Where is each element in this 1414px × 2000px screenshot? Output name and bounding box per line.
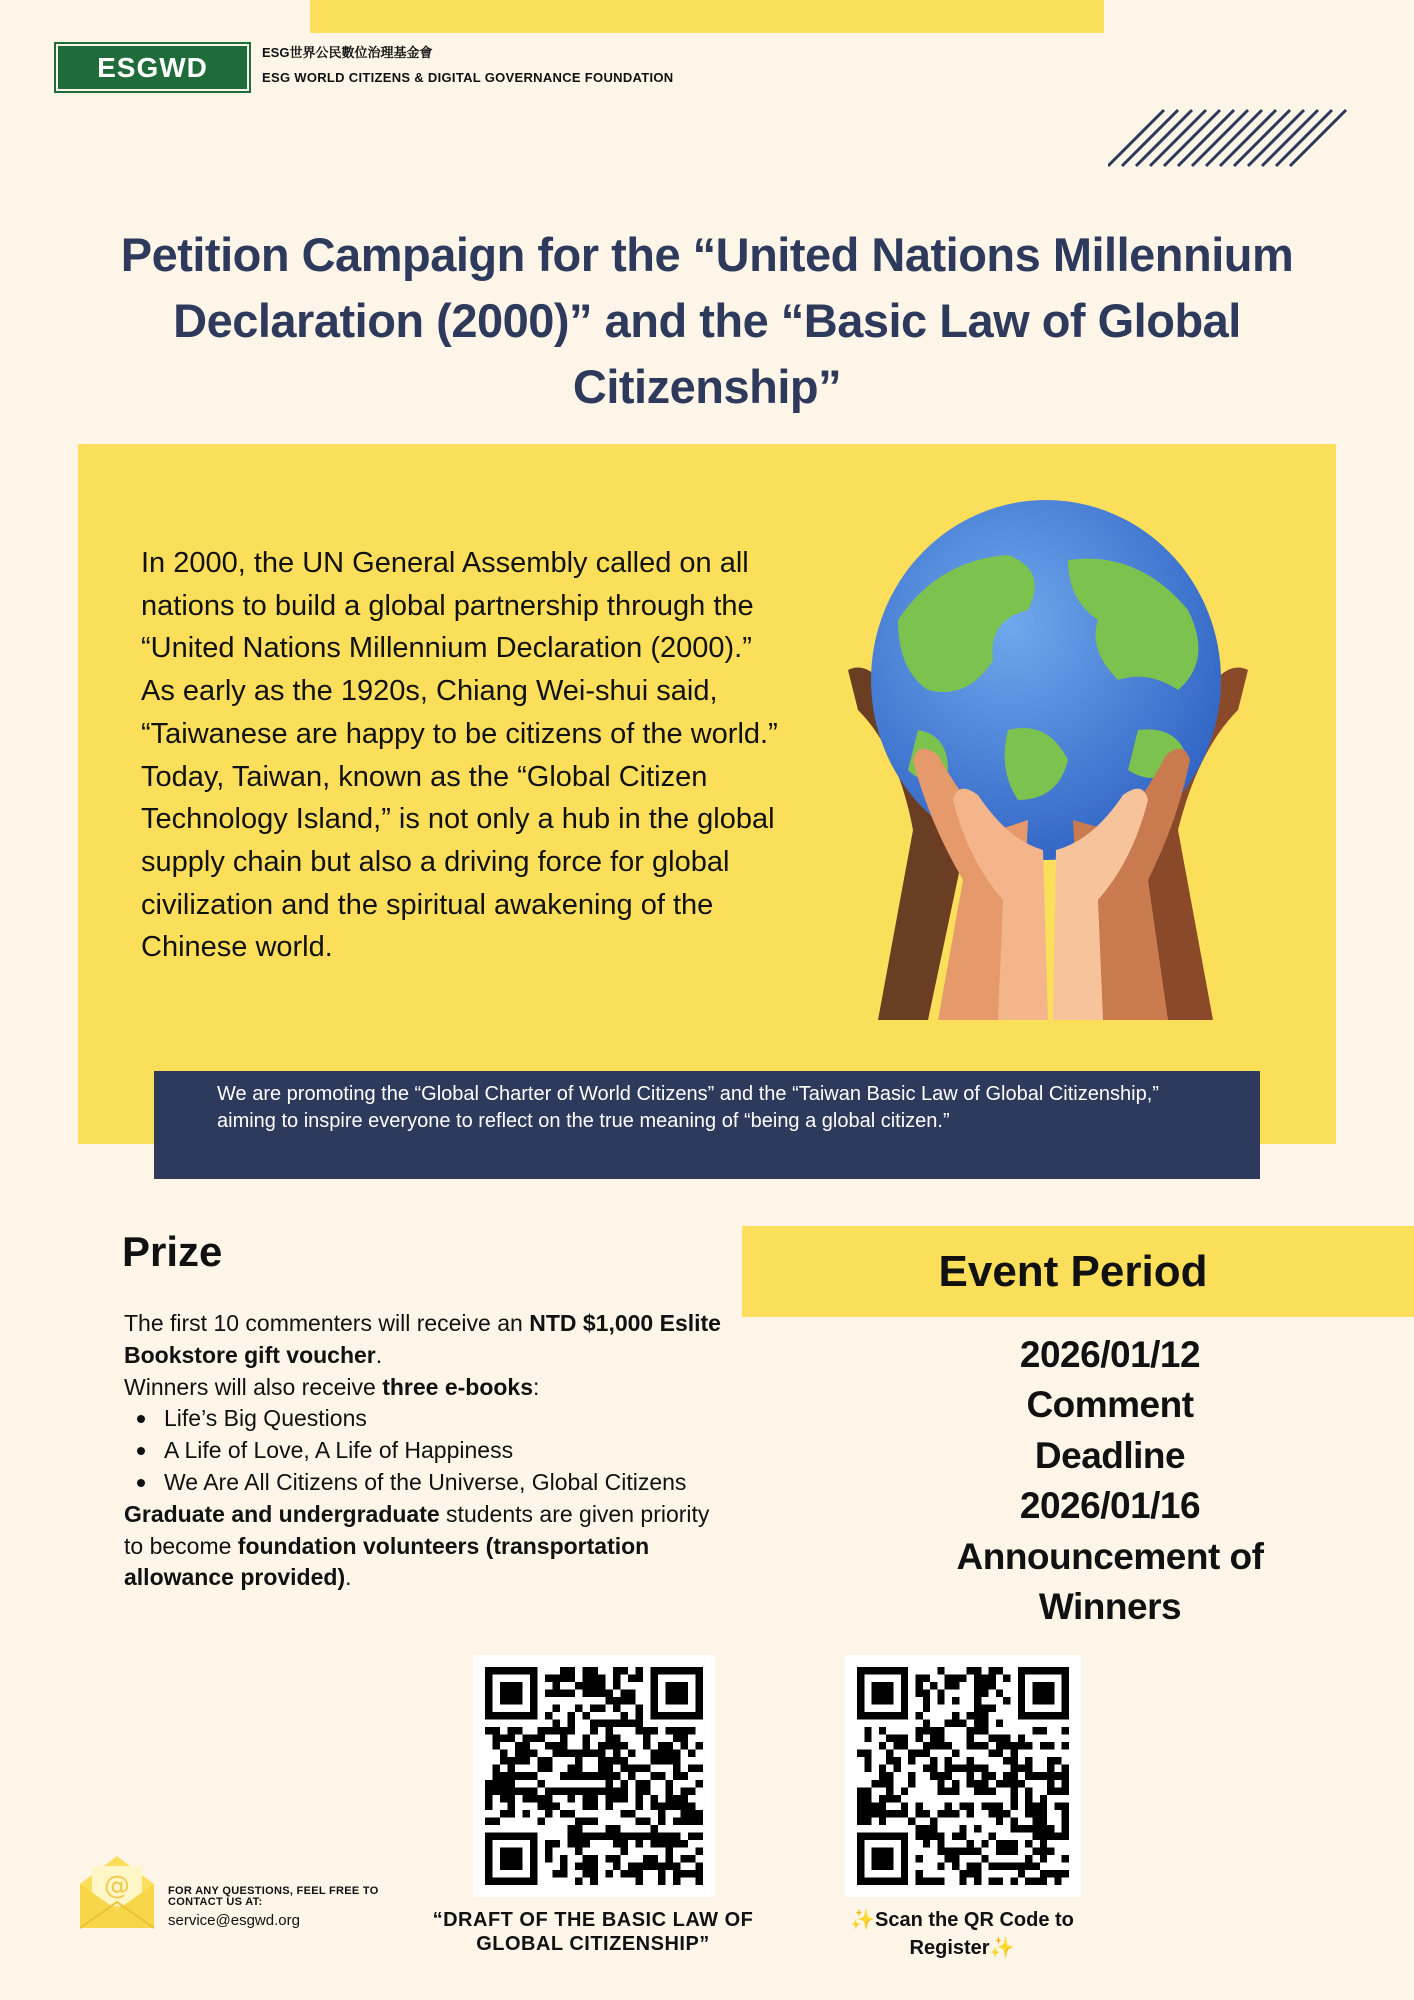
prize-heading: Prize: [122, 1228, 223, 1275]
title-line-1: Petition Campaign for the “United Nations Millennium: [120, 228, 1294, 281]
prize-text: The first 10 commenters will receive an: [124, 1310, 530, 1336]
announcement-date: 2026/01/16: [1019, 1485, 1201, 1527]
mission-banner: [154, 1071, 1260, 1179]
org-name-en: ESG WORLD CITIZENS & DIGITAL GOVERNANCE FOUNDATION: [262, 70, 674, 85]
prize-text: students are given priority to become: [124, 1500, 710, 1559]
prize-volunteer-line: [124, 1499, 724, 1594]
prize-voucher-bold: NTD $1,000 Eslite Bookstore gift voucher: [124, 1310, 721, 1368]
register-caption: ✨Scan the QR Code to Register✨: [850, 1909, 1074, 1959]
event-period-heading: Event Period: [938, 1246, 1208, 1296]
announcement-label-2: Winners: [1038, 1586, 1182, 1628]
prize-text: .: [345, 1564, 352, 1591]
comment-deadline-label-2: Deadline: [1034, 1434, 1186, 1476]
list-item: A Life of Love, A Life of Happiness: [164, 1435, 724, 1467]
contact-info: [168, 1886, 408, 1929]
prize-text: .: [375, 1341, 383, 1368]
contact-note: FOR ANY QUESTIONS, FEEL FREE TO CONTACT US AT:: [168, 1885, 379, 1908]
contact-email[interactable]: service@esgwd.org: [168, 1912, 300, 1929]
intro-text: [141, 542, 816, 969]
prize-students-bold: Graduate and undergraduate: [124, 1500, 440, 1527]
event-dates: [900, 1330, 1320, 1632]
intro-paragraph-1: In 2000, the UN General Assembly called on all nations to build a global partnership through the “United Nations Millennium Declaration (2000).”: [141, 547, 754, 665]
page-title: [70, 222, 1344, 420]
draft-law-qr-code[interactable]: [473, 1655, 715, 1897]
svg-text:@: @: [104, 1871, 130, 1901]
title-line-3: Citizenship”: [572, 360, 842, 413]
esgwd-logo: [56, 44, 249, 91]
envelope-icon: [76, 1852, 158, 1930]
title-line-2: Declaration (2000)” and the “Basic Law of Global: [173, 294, 1241, 347]
register-qr-code[interactable]: [845, 1655, 1081, 1897]
prize-ebooks-bold: three e-books: [382, 1373, 534, 1400]
announcement-label-1: Announcement of: [956, 1535, 1264, 1577]
intro-paragraph-2: As early as the 1920s, Chiang Wei-shui said, “Taiwanese are happy to be citizens of the world.” Today, Taiwan, known as the “Global Citizen Technology Island,” is not only a hub in the global supply chain but also a driving force for global civilization and the spiritual awakening of the Chinese world.: [141, 675, 778, 964]
organization-name: [262, 44, 674, 88]
list-item: Life’s Big Questions: [164, 1403, 724, 1435]
prize-text: :: [533, 1373, 540, 1400]
qr-code-pattern: [857, 1667, 1069, 1885]
event-period-heading-box: [742, 1226, 1414, 1317]
prize-text: Winners will also receive: [124, 1373, 383, 1400]
globe-in-hands-illustration: [818, 500, 1278, 1020]
draft-law-caption: “DRAFT OF THE BASIC LAW OF GLOBAL CITIZENSHIP”: [432, 1909, 754, 1955]
ebook-list: [124, 1403, 724, 1498]
prize-volunteers-bold: foundation volunteers (transportation allowance provided): [124, 1532, 650, 1591]
qr-code-pattern: [485, 1667, 703, 1885]
comment-deadline-label-1: Comment: [1026, 1384, 1194, 1426]
mission-banner-text: We are promoting the “Global Charter of World Citizens” and the “Taiwan Basic Law of Global Citizenship,” aiming to inspire everyone to reflect on the true meaning of “being a global citizen.”: [217, 1083, 1159, 1132]
top-accent-bar: [310, 0, 1104, 33]
prize-ebooks-line: [124, 1372, 724, 1404]
diagonal-stripes-decoration: [1108, 108, 1358, 168]
logo-text: ESGWD: [97, 51, 208, 83]
list-item: We Are All Citizens of the Universe, Global Citizens: [164, 1467, 724, 1499]
comment-deadline-date: 2026/01/12: [1019, 1334, 1201, 1375]
org-name-zh: ESG世界公民數位治理基金會: [262, 45, 433, 60]
prize-voucher-line: [124, 1308, 724, 1372]
prize-details: [124, 1308, 724, 1594]
